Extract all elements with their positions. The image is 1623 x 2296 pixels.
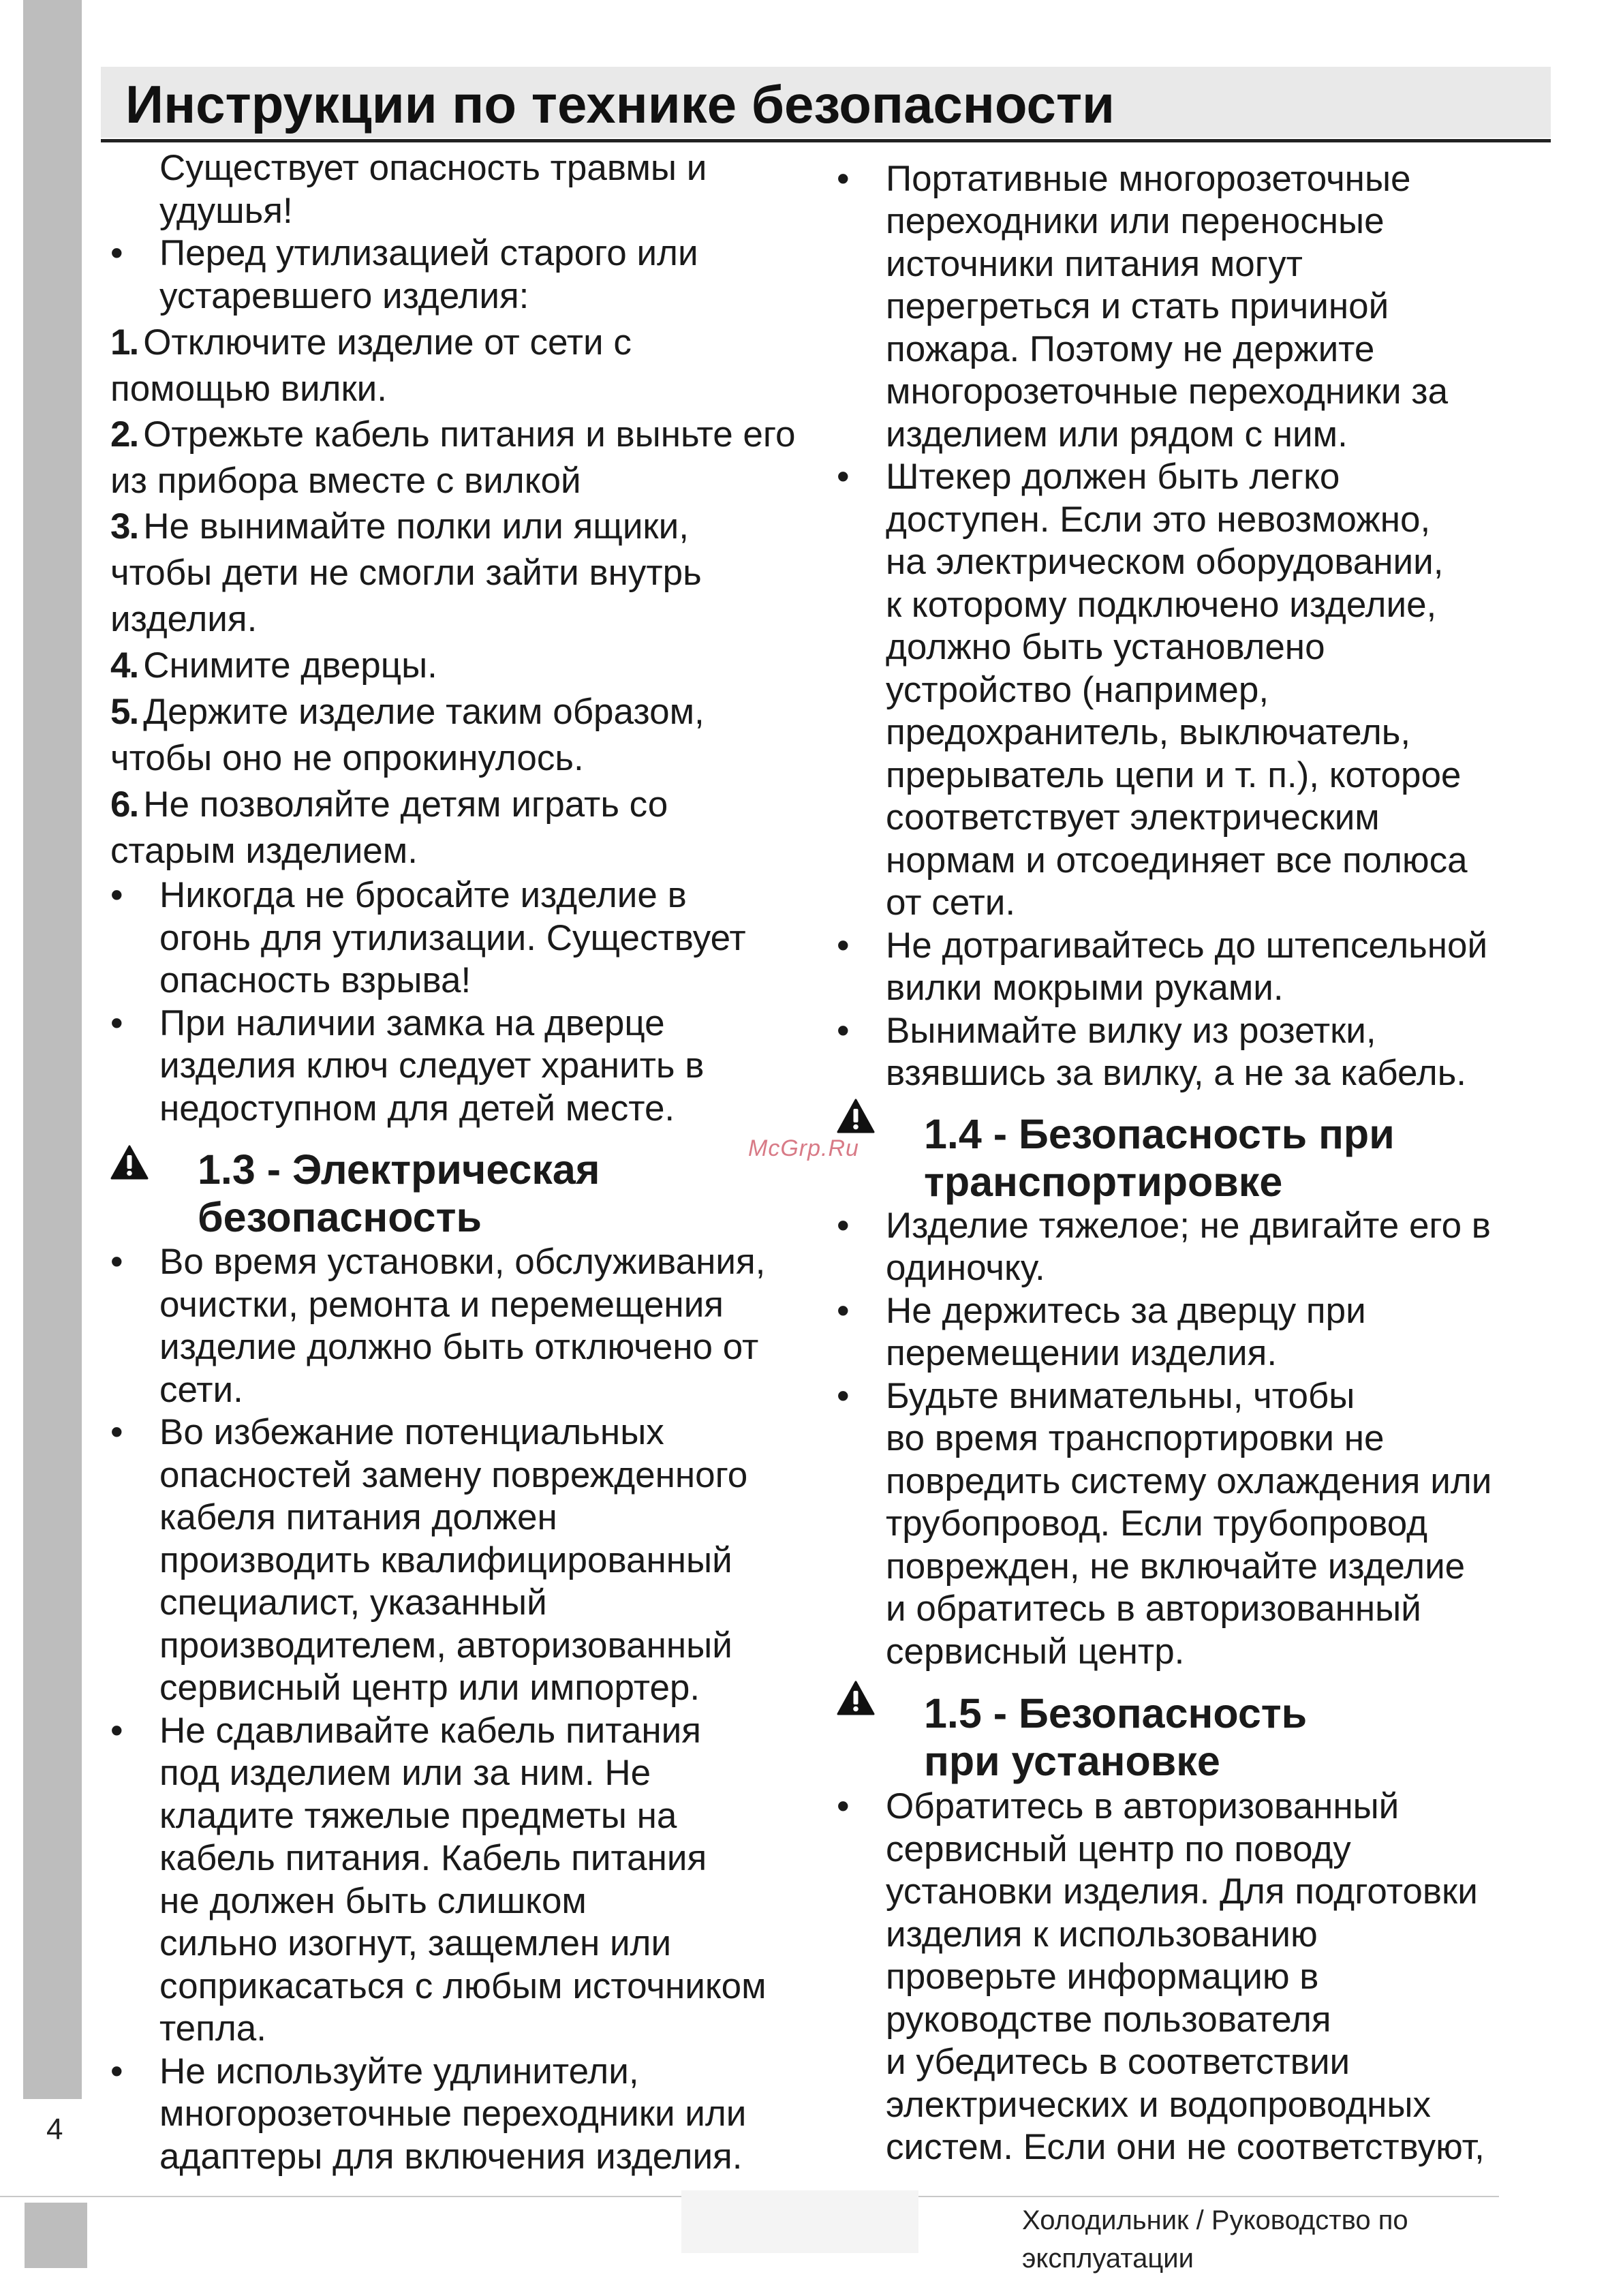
text-line: систем. Если они не соответствуют, [886,2127,1485,2167]
text-line: проверьте информацию в [886,1957,1319,1997]
text-line: многорозеточные переходники или [159,2094,747,2134]
text-line: изделие должно быть отключено от [159,1327,759,1367]
footer-line: Холодильник / Руководство по [1022,2205,1408,2235]
text-line: поврежден, не включайте изделие [886,1546,1466,1587]
text-line: изделия ключ следует хранить в [159,1045,705,1086]
bullet: • [837,925,850,966]
bullet: • [837,1786,850,1826]
text-line: кабель питания. Кабель питания [159,1838,707,1878]
bullet: • [837,1376,850,1416]
text-line: Штекер должен быть легко [886,457,1340,497]
text-line: Перед утилизацией старого или [159,233,698,273]
text-line: не должен быть слишком [159,1881,587,1921]
step-number: 1. [110,322,138,363]
text-line: Никогда не бросайте изделие в [159,875,687,915]
text-line: очистки, ремонта и перемещения [159,1285,724,1325]
warning-icon [837,1099,875,1134]
text-line: и обратитесь в авторизованный [886,1589,1421,1629]
text-line: Обратитесь в авторизованный [886,1786,1400,1826]
section-title-transport: транспортировке [924,1159,1283,1205]
text-line: чтобы оно не опрокинулось. [110,738,584,778]
text-line: кладите тяжелые предметы на [159,1796,677,1836]
text-line: источники питания могут [886,244,1303,284]
text-line: Не дотрагивайтесь до штепсельной [886,925,1488,966]
text-line: адаптеры для включения изделия. [159,2137,743,2177]
warning-icon [837,1681,875,1716]
text-line: прерыватель цепи и т. п.), которое [886,755,1462,795]
section-title-electrical: 1.3 - Электрическая [198,1146,600,1193]
bullet: • [110,1412,123,1452]
text-line: Изделие тяжелое; не двигайте его в [886,1206,1491,1246]
text-line: предохранитель, выключатель, [886,712,1411,752]
text-line: Во избежание потенциальных [159,1412,664,1452]
step-text: Снимите дверцы. [143,645,437,686]
text-line: должно быть установлено [886,627,1325,667]
text-line: электрических и водопроводных [886,2085,1431,2125]
text-line: сильно изогнут, защемлен или [159,1923,672,1963]
step-number: 2. [110,414,138,455]
text-line: трубопровод. Если трубопровод [886,1503,1428,1544]
text-line: соответствует электрическим [886,797,1380,838]
bullet: • [110,875,123,915]
section-title-installation: при установке [924,1738,1220,1784]
text-line: Не сдавливайте кабель питания [159,1711,701,1751]
step-text: Отключите изделие от сети с [143,322,632,363]
text-line: опасностей замену поврежденного [159,1455,748,1495]
text-line: сервисный центр. [886,1632,1185,1672]
text-line: сети. [159,1370,243,1410]
bullet: • [837,159,850,199]
text-line: изделием или рядом с ним. [886,414,1348,455]
step-text: Не вынимайте полки или ящики, [143,506,689,547]
text-line: к которому подключено изделие, [886,585,1437,625]
section-title-transport: 1.4 - Безопасность при [924,1111,1395,1157]
text-line: устройство (например, [886,670,1269,710]
numbered-step [110,414,796,457]
numbered-step [110,506,689,549]
footer-text [1022,2201,1458,2278]
text-line: Не держитесь за дверцу при [886,1291,1366,1331]
text-line: установки изделия. Для подготовки [886,1871,1478,1912]
footer-line: эксплуатации [1022,2244,1194,2274]
numbered-step [110,691,705,734]
text-line: взявшись за вилку, а не за кабель. [886,1053,1467,1093]
footer-box [25,2203,87,2268]
step-number: 6. [110,784,138,825]
text-line: опасность взрыва! [159,960,472,1000]
step-text: Держите изделие таким образом, [143,692,705,732]
footer-light-box [681,2190,918,2253]
text-line: доступен. Если это невозможно, [886,500,1431,540]
bullet: • [110,1711,123,1751]
bullet: • [837,1206,850,1246]
text-line: перемещении изделия. [886,1333,1278,1373]
step-number: 4. [110,645,138,686]
text-line: сервисный центр или импортер. [159,1668,700,1708]
step-text: Не позволяйте детям играть со [143,784,668,825]
title-rule [101,139,1551,142]
text-line: старым изделием. [110,831,418,871]
section-title-electrical: безопасность [198,1194,482,1240]
bullet: • [837,457,850,497]
step-text: Отрежьте кабель питания и выньте его [143,414,796,455]
section-title-installation: 1.5 - Безопасность [924,1690,1308,1736]
text-line: удушья! [159,191,293,231]
step-number: 3. [110,506,138,547]
text-line: устаревшего изделия: [159,276,529,316]
text-line: нормам и отсоединяет все полюса [886,840,1468,881]
text-line: недоступном для детей месте. [159,1088,675,1129]
text-line: Не используйте удлинители, [159,2051,639,2092]
numbered-step [110,322,632,365]
bullet: • [110,1003,123,1043]
text-line: из прибора вместе с вилкой [110,461,581,501]
text-line: огонь для утилизации. Существует [159,918,746,958]
text-line: изделия. [110,599,258,639]
text-line: помощью вилки. [110,369,387,409]
text-line: Портативные многорозеточные [886,159,1411,199]
text-line: повредить систему охлаждения или [886,1461,1492,1501]
text-line: тепла. [159,2008,266,2049]
page-number: 4 [46,2113,63,2146]
text-line: специалист, указанный [159,1582,547,1623]
text-line: перегреться и стать причиной [886,286,1389,326]
text-line: одиночку. [886,1248,1045,1288]
numbered-step [110,784,668,827]
bullet: • [110,2051,123,2092]
bullet: • [110,1242,123,1282]
text-line: сервисный центр по поводу [886,1829,1351,1869]
text-line: от сети. [886,883,1016,923]
warning-icon [110,1145,149,1180]
text-line: вилки мокрыми руками. [886,968,1284,1008]
numbered-step [110,645,437,688]
text-line: кабеля питания должен [159,1497,557,1537]
text-line: чтобы дети не смогли зайти внутрь [110,553,702,593]
text-line: во время транспортировки не [886,1418,1385,1458]
side-strip [23,0,82,2099]
text-line: многорозеточные переходники за [886,371,1449,412]
text-line: Существует опасность травмы и [159,148,707,188]
watermark: McGrp.Ru [748,1135,859,1161]
page-title: Инструкции по технике безопасности [125,74,1115,134]
text-line: Вынимайте вилку из розетки, [886,1011,1376,1051]
text-line: пожара. Поэтому не держите [886,329,1375,369]
text-line: Будьте внимательны, чтобы [886,1376,1355,1416]
text-line: переходники или переносные [886,201,1385,241]
step-number: 5. [110,692,138,732]
text-line: руководстве пользователя [886,2000,1331,2040]
text-line: При наличии замка на дверце [159,1003,665,1043]
bullet: • [837,1011,850,1051]
text-line: Во время установки, обслуживания, [159,1242,766,1282]
text-line: производить квалифицированный [159,1540,732,1580]
text-line: соприкасаться с любым источником [159,1966,767,2006]
bullet: • [110,233,123,273]
text-line: и убедитесь в соответствии [886,2042,1350,2082]
bullet: • [837,1291,850,1331]
text-line: изделия к использованию [886,1914,1318,1955]
text-line: на электрическом оборудовании, [886,542,1444,582]
text-line: производителем, авторизованный [159,1625,732,1666]
text-line: под изделием или за ним. Не [159,1753,651,1793]
